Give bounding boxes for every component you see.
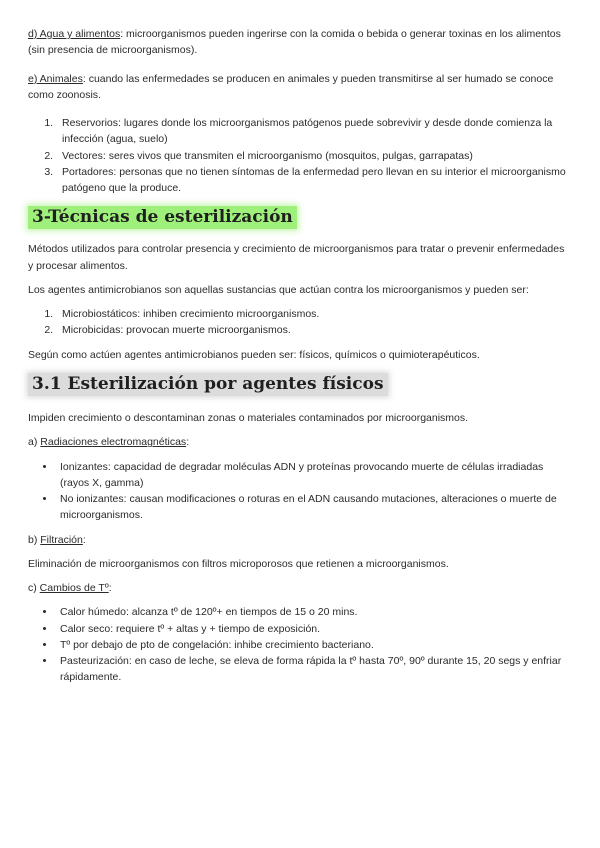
radiation-list [28,459,572,524]
list-item: 1. Microbiostáticos: inhiben crecimiento microorganismos. [56,306,572,322]
paragraph-agua-alimentos [28,26,572,59]
list-item: 3. Portadores: personas que no tienen síntomas de la enfermedad pero llevan en su interior el microorganismo patógeno que la produce. [56,164,572,197]
subsection-b-suffix: : [82,533,86,546]
transmission-list [28,115,572,196]
label-animales: e) Animales [28,72,83,85]
text-agua-alimentos: : microorganismos pueden ingerirse con la comida o bebida o generar toxinas en los alimentos (sin presencia de microorganismos). [28,28,561,57]
section-3-paragraph-3: Según como actúen agentes antimicrobianos pueden ser: físicos, químicos o quimioterapéuticos. [28,348,480,361]
subsection-b-label: Filtración [40,533,83,546]
list-item: • Tº por debajo de pto de congelación: inhibe crecimiento bacteriano. [56,637,572,653]
subsection-a-label: Radiaciones electromagnéticas [40,436,187,449]
subsection-a-title [28,434,572,450]
subsection-c-suffix: : [108,582,112,595]
text-animales: : cuando las enfermedades se producen en animales y pueden transmitirse al ser humado se conoce como zoonosis. [28,72,554,101]
subsection-c-prefix: c) [28,582,40,595]
section-3-1-heading: 3.1 Esterilización por agentes físicos [28,373,388,396]
subsection-b-text: Eliminación de microorganismos con filtros microporosos que retienen a microorganismos. [28,557,449,570]
paragraph-animales [28,71,572,104]
list-item: • Pasteurización: en caso de leche, se eleva de forma rápida la tº hasta 70º, 90º durante 15, 20 segs y enfriar rápidamente. [56,653,572,686]
list-item: • Calor seco: requiere tº + altas y + tiempo de exposición. [56,621,572,637]
subsection-b-title [28,532,572,548]
section-3-heading: 3-Técnicas de esterilización [28,206,297,229]
subsection-c-label: Cambios de Tº [39,582,109,595]
subsection-a-prefix: a) [28,436,41,449]
list-item: • Ionizantes: capacidad de degradar moléculas ADN y proteínas provocando muerte de células irradiadas (rayos X, gamma) [56,459,572,492]
section-3-paragraph-1: Métodos utilizados para controlar presencia y crecimiento de microorganismos para tratar o prevenir enfermedades y procesar alimentos. [28,243,565,272]
section-3-1-intro: Impiden crecimiento o descontaminan zonas o materiales contaminados por microorganismos. [28,411,469,424]
subsection-b-prefix: b) [28,533,41,546]
subsection-c-title [28,580,572,596]
list-item: • No ionizantes: causan modificaciones o roturas en el ADN causando mutaciones, alteraciones o muerte de microorganismos. [56,491,572,524]
list-item: • Calor húmedo: alcanza tº de 120º+ en tiempos de 15 o 20 mins. [56,604,572,620]
list-item: 2. Microbicidas: provocan muerte microorganismos. [56,322,572,338]
list-item: 1. Reservorios: lugares donde los microorganismos patógenos puede sobrevivir y desde donde comienza la infección (agua, suelo) [56,115,572,148]
section-3-paragraph-2: Los agentes antimicrobianos son aquellas sustancias que actúan contra los microorganismos y pueden ser: [28,283,529,296]
subsection-a-suffix: : [186,436,190,449]
temperature-list [28,604,572,685]
list-item: 2. Vectores: seres vivos que transmiten el microorganismo (mosquitos, pulgas, garrapatas) [56,148,572,164]
label-agua-alimentos: d) Agua y alimentos [28,28,121,40]
antimicrobial-types-list [28,306,572,339]
